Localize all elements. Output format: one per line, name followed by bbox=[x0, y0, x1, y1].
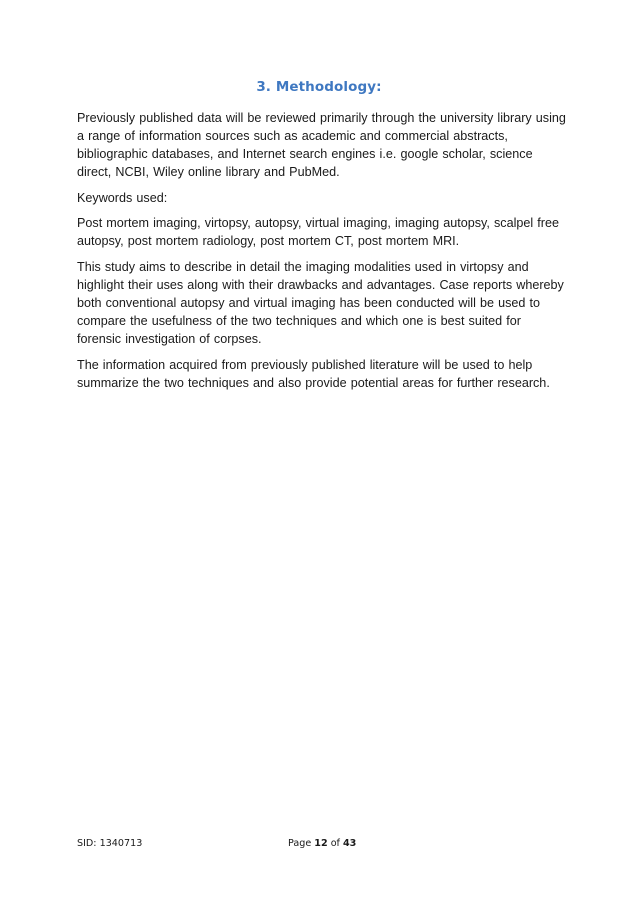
student-id: SID: 1340713 bbox=[77, 838, 143, 849]
page-of: of bbox=[327, 838, 343, 849]
page-number bbox=[288, 838, 356, 849]
paragraph-keywords-label: Keywords used: bbox=[77, 191, 168, 205]
section-heading: 3. Methodology: bbox=[256, 79, 382, 95]
paragraph-information-use: The information acquired from previously published literature will be used to help summarize the two techniques and also provide potential areas for further research. bbox=[77, 358, 550, 390]
page-current: 12 bbox=[314, 838, 328, 849]
paragraph-sources: Previously published data will be reviewed primarily through the university library using a range of information sources such as academic and commercial abstracts, bibliographic databases, and Internet search engines i.e. google scholar, science direct, NCBI, Wiley online library and PubMed. bbox=[77, 111, 566, 179]
paragraph-study-aims: This study aims to describe in detail the imaging modalities used in virtopsy and highlight their uses along with their drawbacks and advantages. Case reports whereby both conventional autopsy and virtual imaging has been conducted will be used to compare the usefulness of the two techniques and which one is best suited for forensic investigation of corpses. bbox=[77, 260, 564, 346]
page-prefix: Page bbox=[288, 838, 315, 849]
paragraph-keywords-list: Post mortem imaging, virtopsy, autopsy, virtual imaging, imaging autopsy, scalpel free autopsy, post mortem radiology, post mortem CT, post mortem MRI. bbox=[77, 216, 559, 248]
page-total: 43 bbox=[343, 838, 357, 849]
body-text bbox=[77, 109, 567, 400]
